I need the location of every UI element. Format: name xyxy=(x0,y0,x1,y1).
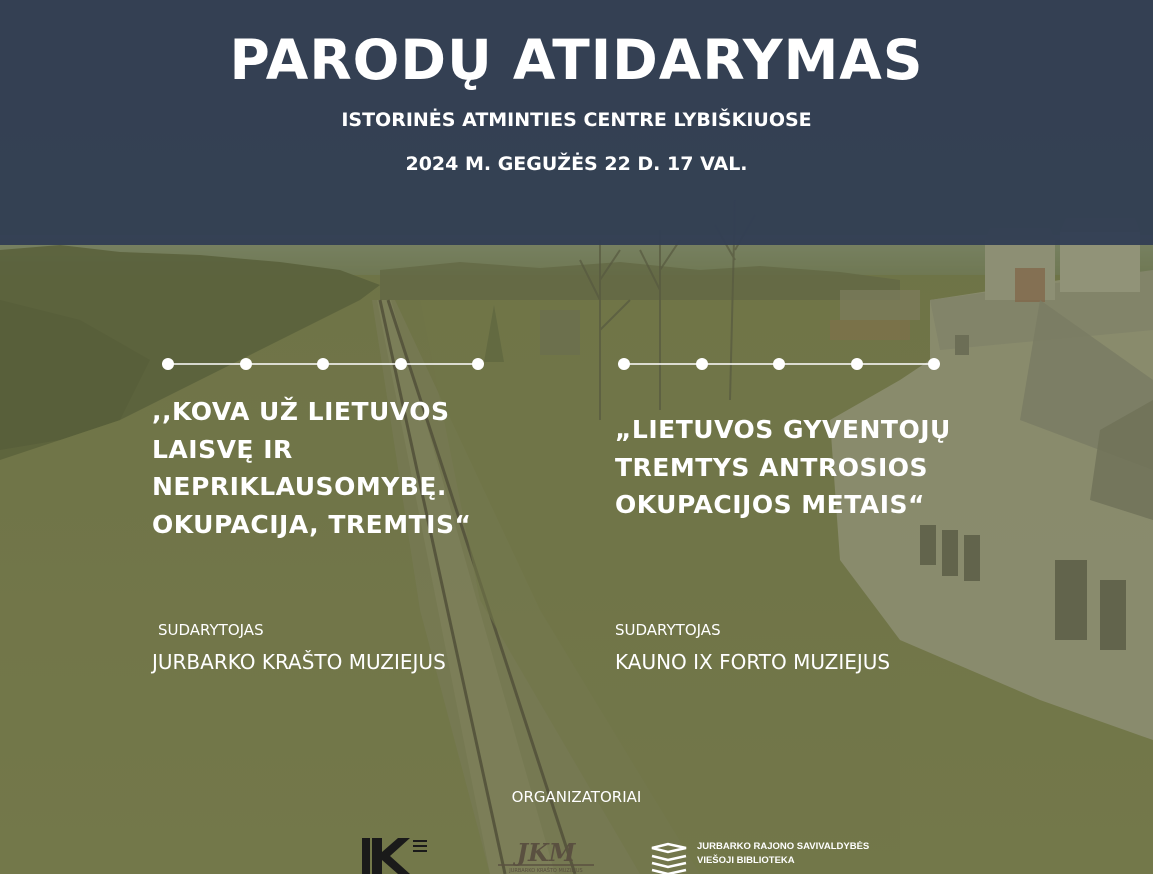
jkm-museum-logo-icon xyxy=(490,838,602,874)
poster-title: PARODŲ ATIDARYMAS xyxy=(229,28,924,92)
right-timeline-decoration xyxy=(616,355,946,373)
exhibition-1-compiler-label: SUDARYTOJAS xyxy=(158,621,264,639)
left-timeline-decoration xyxy=(160,355,490,373)
exhibition-2-compiler: KAUNO IX FORTO MUZIEJUS xyxy=(615,650,891,674)
library-books-icon xyxy=(648,842,690,874)
event-datetime: 2024 M. GEGUŽĖS 22 D. 17 VAL. xyxy=(405,153,748,175)
exhibition-1-compiler: JURBARKO KRAŠTO MUZIEJUS xyxy=(152,650,446,674)
svg-text:JURBARKO KRAŠTO MUZIEJUS: JURBARKO KRAŠTO MUZIEJUS xyxy=(509,868,583,874)
exhibition-1-title: ,,KOVA UŽ LIETUVOS LAISVĘ IR NEPRIKLAUSOMYBĘ. OKUPACIJA, TREMTIS“ xyxy=(152,397,472,539)
venue-subtitle: ISTORINĖS ATMINTIES CENTRE LYBIŠKIUOSE xyxy=(341,109,812,131)
library-name: JURBARKO RAJONO SAVIVALDYBĖS VIEŠOJI BIBLIOTEKA xyxy=(697,841,870,866)
exhibition-2-compiler-label: SUDARYTOJAS xyxy=(615,621,721,639)
ik-monogram-logo-icon xyxy=(358,834,434,874)
organizers-label: ORGANIZATORIAI xyxy=(511,788,642,806)
exhibition-2-title: „LIETUVOS GYVENTOJŲ TREMTYS ANTROSIOS OKUPACIJOS METAIS“ xyxy=(615,415,951,519)
svg-text:JKM: JKM xyxy=(516,838,576,867)
